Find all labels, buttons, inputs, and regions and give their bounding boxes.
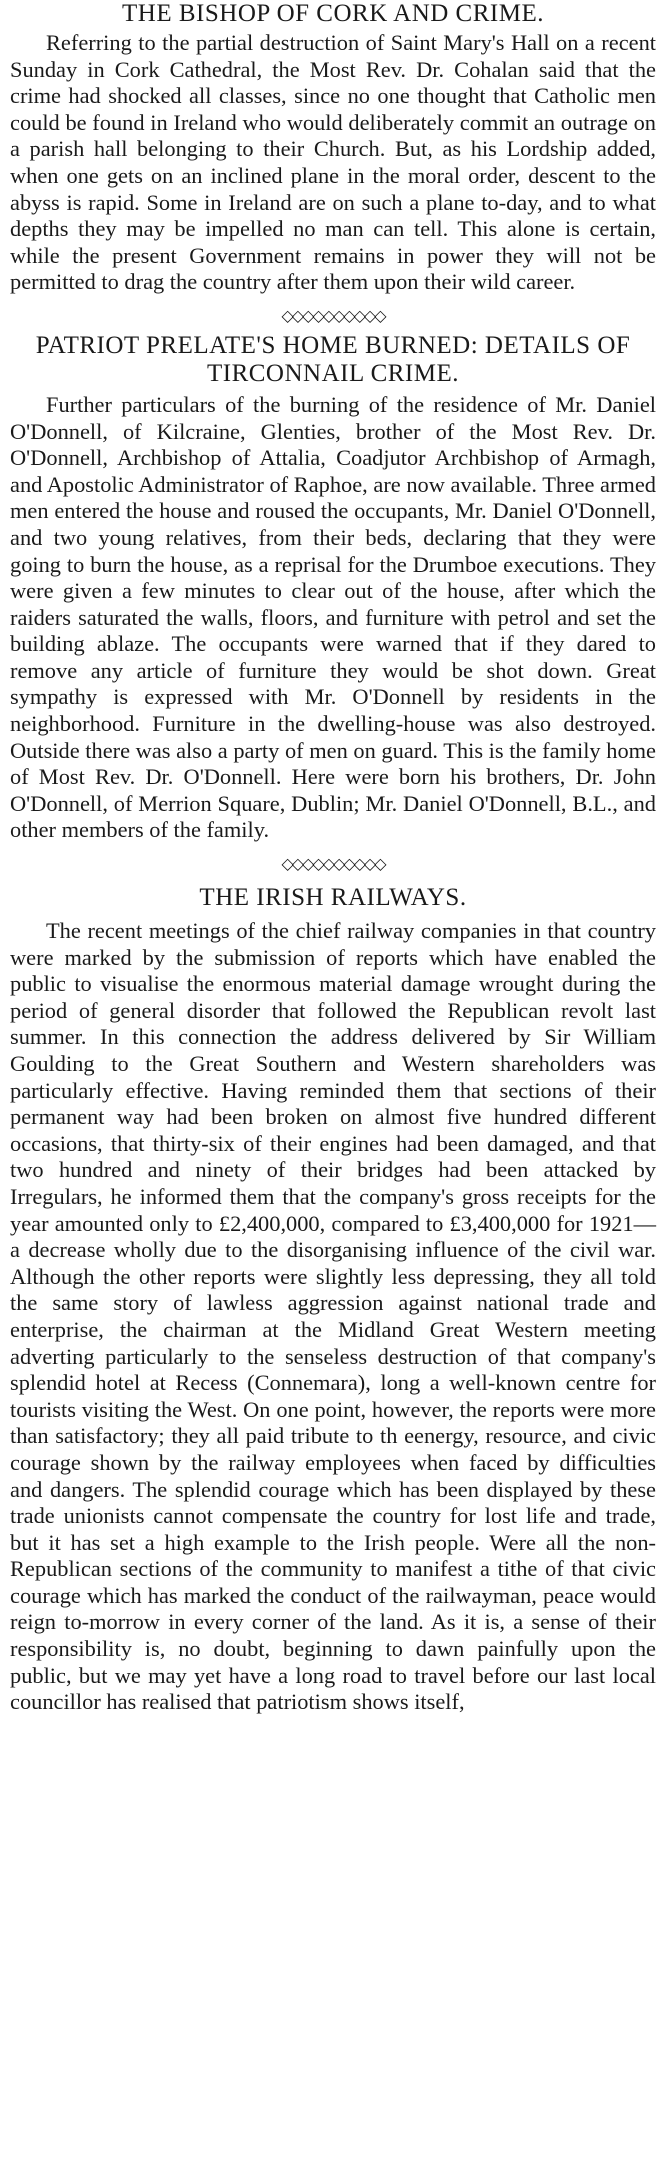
headline: THE BISHOP OF CORK AND CRIME. [122,0,544,27]
ornament-divider: ◇◇◇◇◇◇◇◇◇◇ [281,305,385,325]
headline: THE IRISH RAILWAYS. [199,884,467,912]
ornament-divider: ◇◇◇◇◇◇◇◇◇◇ [281,854,385,874]
article-body: The recent meetings of the chief railway companies in that country were marked by the submission of reports which have enabled the public to visualise the enormous material damage wrought during the period of general disorder that followed the Republican revolt last summer. In this connection the address delivered by Sir William Goulding to the Great Southern and Western shareholders was particularly effective. Having reminded them that sections of their permanent way had been broken on almost five hundred different occasions, that thirty-six of their engines had been damaged, and that two hundred and ninety of their bridges had been attacked by Irregulars, he informed them that the company's gross receipts for the year amounted only to £2,400,000, compared to £3,400,000 for 1921—a decrease wholly due to the disorganising influence of the civil war. Although the other reports were slightly less depressing, they all told the same story of lawless aggression against national trade and enterprise, the chairman at the Midland Great Western meeting adverting particularly to the senseless destruction of that company's splendid hotel at Recess (Connemara), long a well-known centre for tourists visiting the West. On one point, however, the reports were more than satisfactory; they all paid tribute to th eenergy, resource, and civic courage shown by the railway employees when faced by difficulties and dangers. The splendid courage which has been displayed by these trade unionists cannot compensate the country for lost life and trade, but it has set a high example to the Irish people. Were all the non-Republican sections of the community to manifest a tithe of that civic courage which has marked the conduct of the railwayman, peace would reign to-morrow in every corner of the land. As it is, a sense of their responsibility is, no doubt, beginning to dawn painfully upon the public, but we may yet have a long road to travel before our last local councillor has realised that patriotism shows itself, [10,918,656,1715]
article-irish-railways [10,884,656,1716]
article-body: Further particulars of the burning of the residence of Mr. Daniel O'Donnell, of Kilcraine, Glenties, brother of the Most Rev. Dr. O'Donnell, Archbishop of Attalia, Coadjutor Archbishop of Armagh, and Apostolic Administrator of Raphoe, are now available. Three armed men entered the house and roused the occupants, Mr. Daniel O'Donnell, and two young relatives, from their beds, declaring that they were going to burn the house, as a reprisal for the Drumboe executions. They were given a few minutes to clear out of the house, after which the raiders saturated the walls, floors, and furniture with petrol and set the building ablaze. The occupants were warned that if they dared to remove any article of furniture they would be shot down. Great sympathy is expressed with Mr. O'Donnell by residents in the neighborhood. Furniture in the dwelling-house was also destroyed. Outside there was also a party of men on guard. This is the family home of Most Rev. Dr. O'Donnell. Here were born his brothers, Dr. John O'Donnell, of Merrion Square, Dublin; Mr. Daniel O'Donnell, B.L., and other members of the family. [10,391,656,843]
article-body: Referring to the partial destruction of Saint Mary's Hall on a recent Sunday in Cork Cathedral, the Most Rev. Dr. Cohalan said that the crime had shocked all classes, since no one thought that Catholic men could be found in Ireland who would deliberately commit an outrage on a parish hall belonging to their Church. But, as his Lordship added, when one gets on an inclined plane in the moral order, descent to the abyss is rapid. Some in Ireland are on such a plane to-day, and to what depths they may be impelled no man can tell. This alone is certain, while the present Government remains in power they will not be permitted to drag the country after them upon their wild career. [10,30,656,295]
headline: PATRIOT PRELATE'S HOME BURNED: DETAILS OF TIRCONNAIL CRIME. [35,331,631,387]
article-patriot-prelate [10,332,656,844]
article-bishop-of-cork [10,0,656,296]
